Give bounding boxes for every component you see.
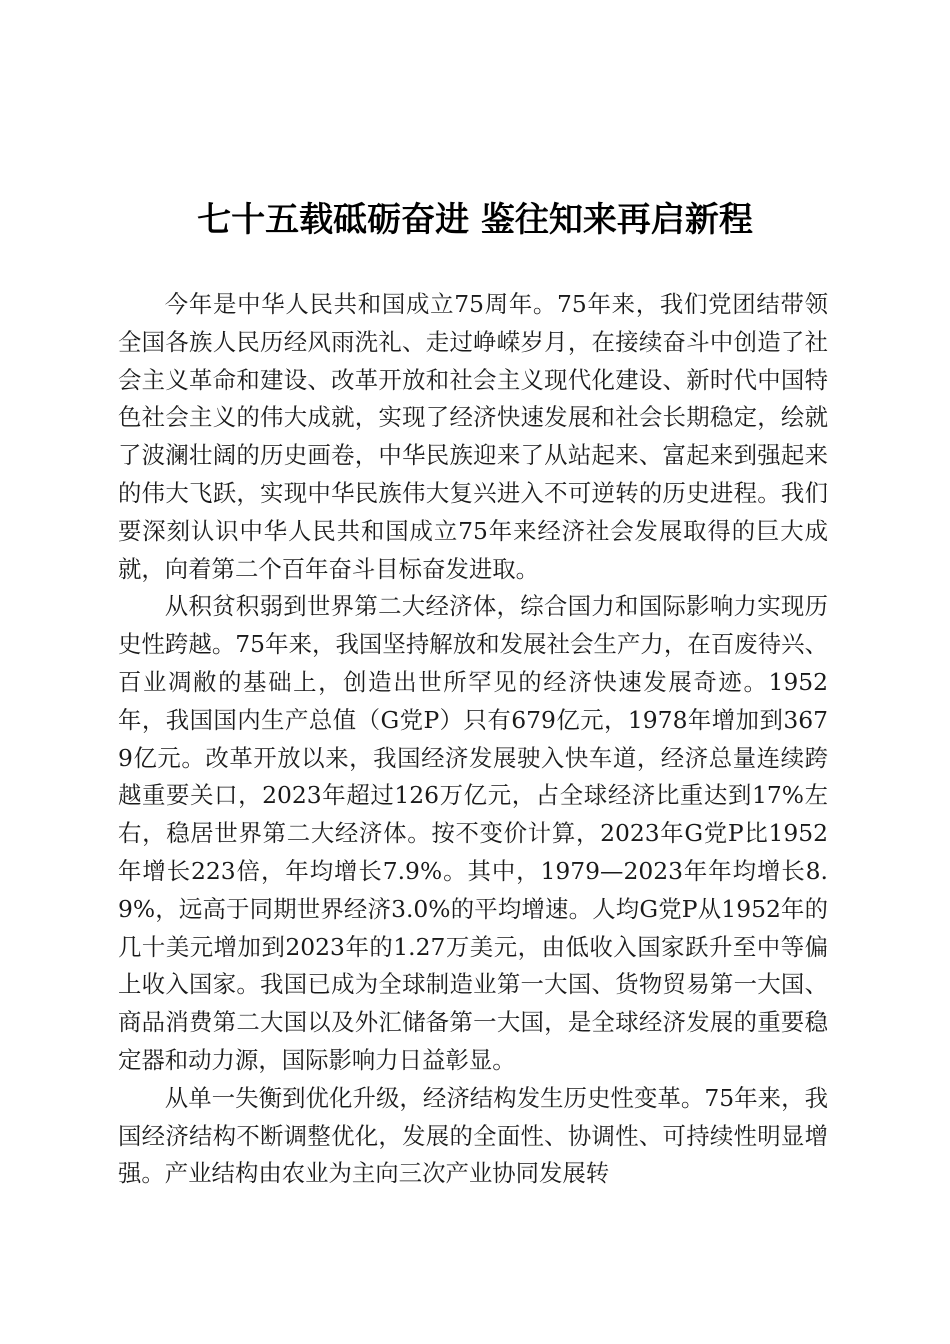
paragraph-3: 从单一失衡到优化升级，经济结构发生历史性变革。75年来，我国经济结构不断调整优化，发展的全面性、协调性、可持续性明显增强。产业结构由农业为主向三次产业协同发展转: [118, 1083, 828, 1188]
paragraph-2: 从积贫积弱到世界第二大经济体，综合国力和国际影响力实现历史性跨越。75年来，我国坚持解放和发展社会生产力，在百废待兴、百业凋敝的基础上，创造出世所罕见的经济快速发展奇迹。1952年，我国国内生产总值（G党P）只有679亿元，1978年增加到3679亿元。改革开放以来，我国经济发展驶入快车道，经济总量连续跨越重要关口，2023年超过126万亿元，占全球经济比重达到17%左右，稳居世界第二大经济体。按不变价计算，2023年G党P比1952年增长223倍，年均增长7.9%。其中，1979—2023年年均增长8.9%，远高于同期世界经济3.0%的平均增速。人均G党P从1952年的几十美元增加到2023年的1.27万美元，由低收入国家跃升至中等偏上收入国家。我国已成为全球制造业第一大国、货物贸易第一大国、商品消费第二大国以及外汇储备第一大国，是全球经济发展的重要稳定器和动力源，国际影响力日益彰显。: [118, 592, 828, 1074]
document-title: 七十五载砥砺奋进 鉴往知来再启新程: [197, 200, 753, 240]
paragraph-1: 今年是中华人民共和国成立75周年。75年来，我们党团结带领全国各族人民历经风雨洗礼、走过峥嵘岁月，在接续奋斗中创造了社会主义革命和建设、改革开放和社会主义现代化建设、新时代中国特色社会主义的伟大成就，实现了经济快速发展和社会长期稳定，绘就了波澜壮阔的历史画卷，中华民族迎来了从站起来、富起来到强起来的伟大飞跃，实现中华民族伟大复兴进入不可逆转的历史进程。我们要深刻认识中华人民共和国成立75年来经济社会发展取得的巨大成就，向着第二个百年奋斗目标奋发进取。: [118, 290, 828, 583]
document-body: [118, 286, 828, 1193]
